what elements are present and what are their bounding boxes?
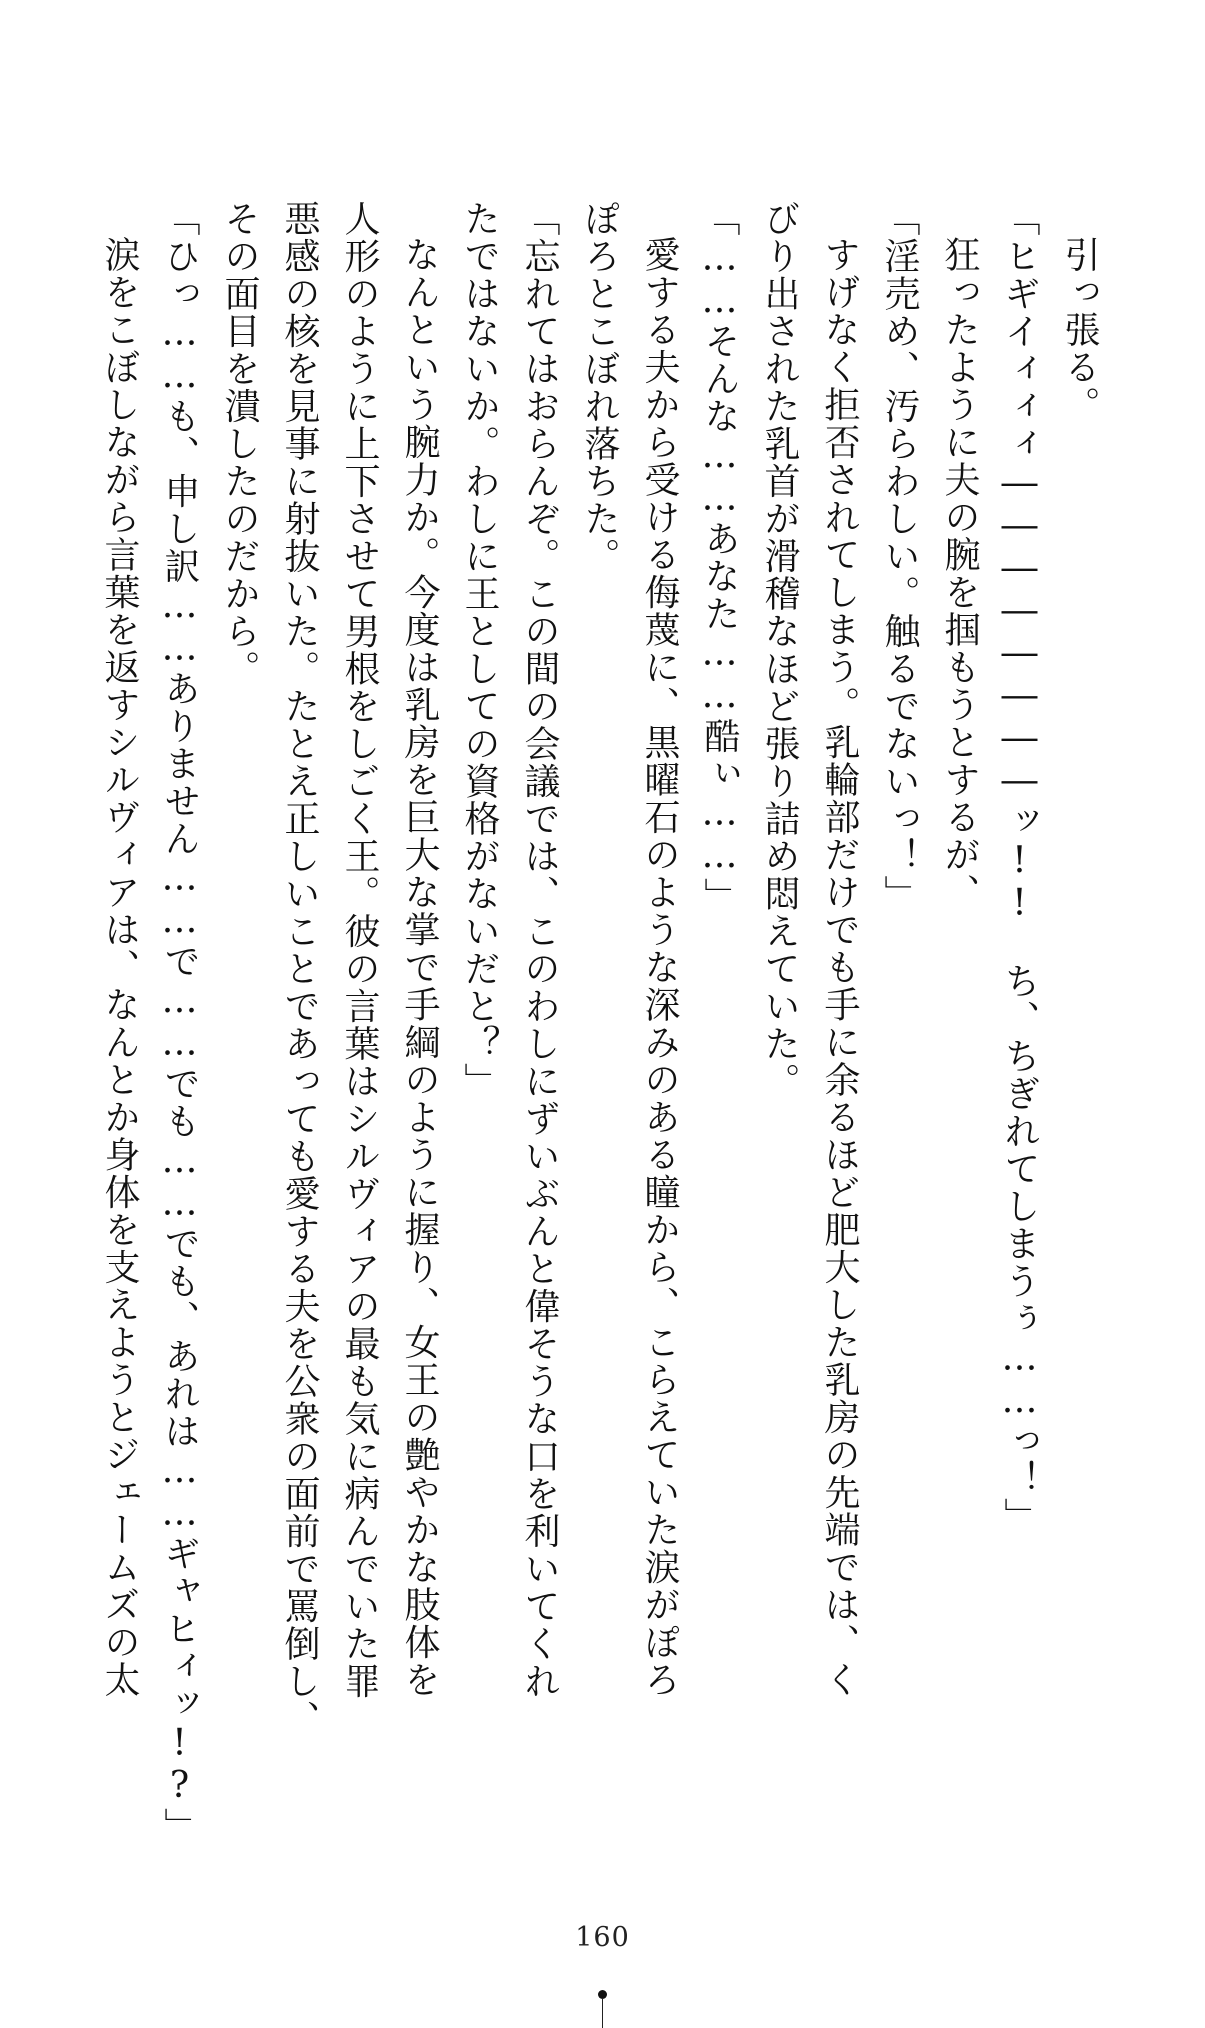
text-line: すげなく拒否されてしまう。乳輪部だけでも手に余るほど肥大した乳房の先端では、く	[819, 236, 860, 1699]
page-number: 160	[575, 1922, 630, 1953]
text-line: 引っ張る。	[1059, 236, 1100, 424]
binding-mark-icon	[598, 1990, 606, 2002]
text-line: ぽろとこぼれ落ちた。	[579, 200, 620, 575]
text-line: 愛する夫から受ける侮蔑に、黒曜石のような深みのある瞳から、こらえていた涙がぽろ	[639, 236, 680, 1699]
text-line: 「淫売め、汚らわしい。触るでないっ！」	[879, 200, 920, 913]
text-line: 「……そんな……あなた……酷ぃ……」	[699, 200, 740, 915]
text-line: なんという腕力か。今度は乳房を巨大な掌で手綱のように握り、女王の艶やかな肢体を	[399, 236, 440, 1699]
text-line: たではないか。わしに王としての資格がないだと？」	[459, 200, 500, 1100]
text-line: 「ヒギイィィィ――――――――ッ!! ち、ちぎれてしまうぅ……っ！」	[999, 200, 1040, 1535]
text-line: 涙をこぼしながら言葉を返すシルヴィアは、なんとか身体を支えようとジェームズの太	[99, 236, 140, 1699]
text-line: びり出された乳首が滑稽なほど張り詰め悶えていた。	[759, 200, 800, 1100]
text-line: 「ひっ……も、申し訳……ありません……で……でも……でも、あれは……ギャヒィッ!?」	[159, 200, 200, 1845]
text-line: 人形のように上下させて男根をしごく王。彼の言葉はシルヴィアの最も気に病んでいた罪	[339, 200, 380, 1700]
text-line: 「忘れてはおらんぞ。この間の会議では、このわしにずいぶんと偉そうな口を利いてくれ	[519, 200, 560, 1700]
text-line: 悪感の核を見事に射抜いた。たとえ正しいことであっても愛する夫を公衆の面前で罵倒し、	[279, 200, 320, 1738]
body-text	[69, 200, 1109, 1845]
text-line: 狂ったように夫の腕を掴もうとするが、	[939, 236, 980, 911]
text-line: その面目を潰したのだから。	[219, 200, 260, 688]
